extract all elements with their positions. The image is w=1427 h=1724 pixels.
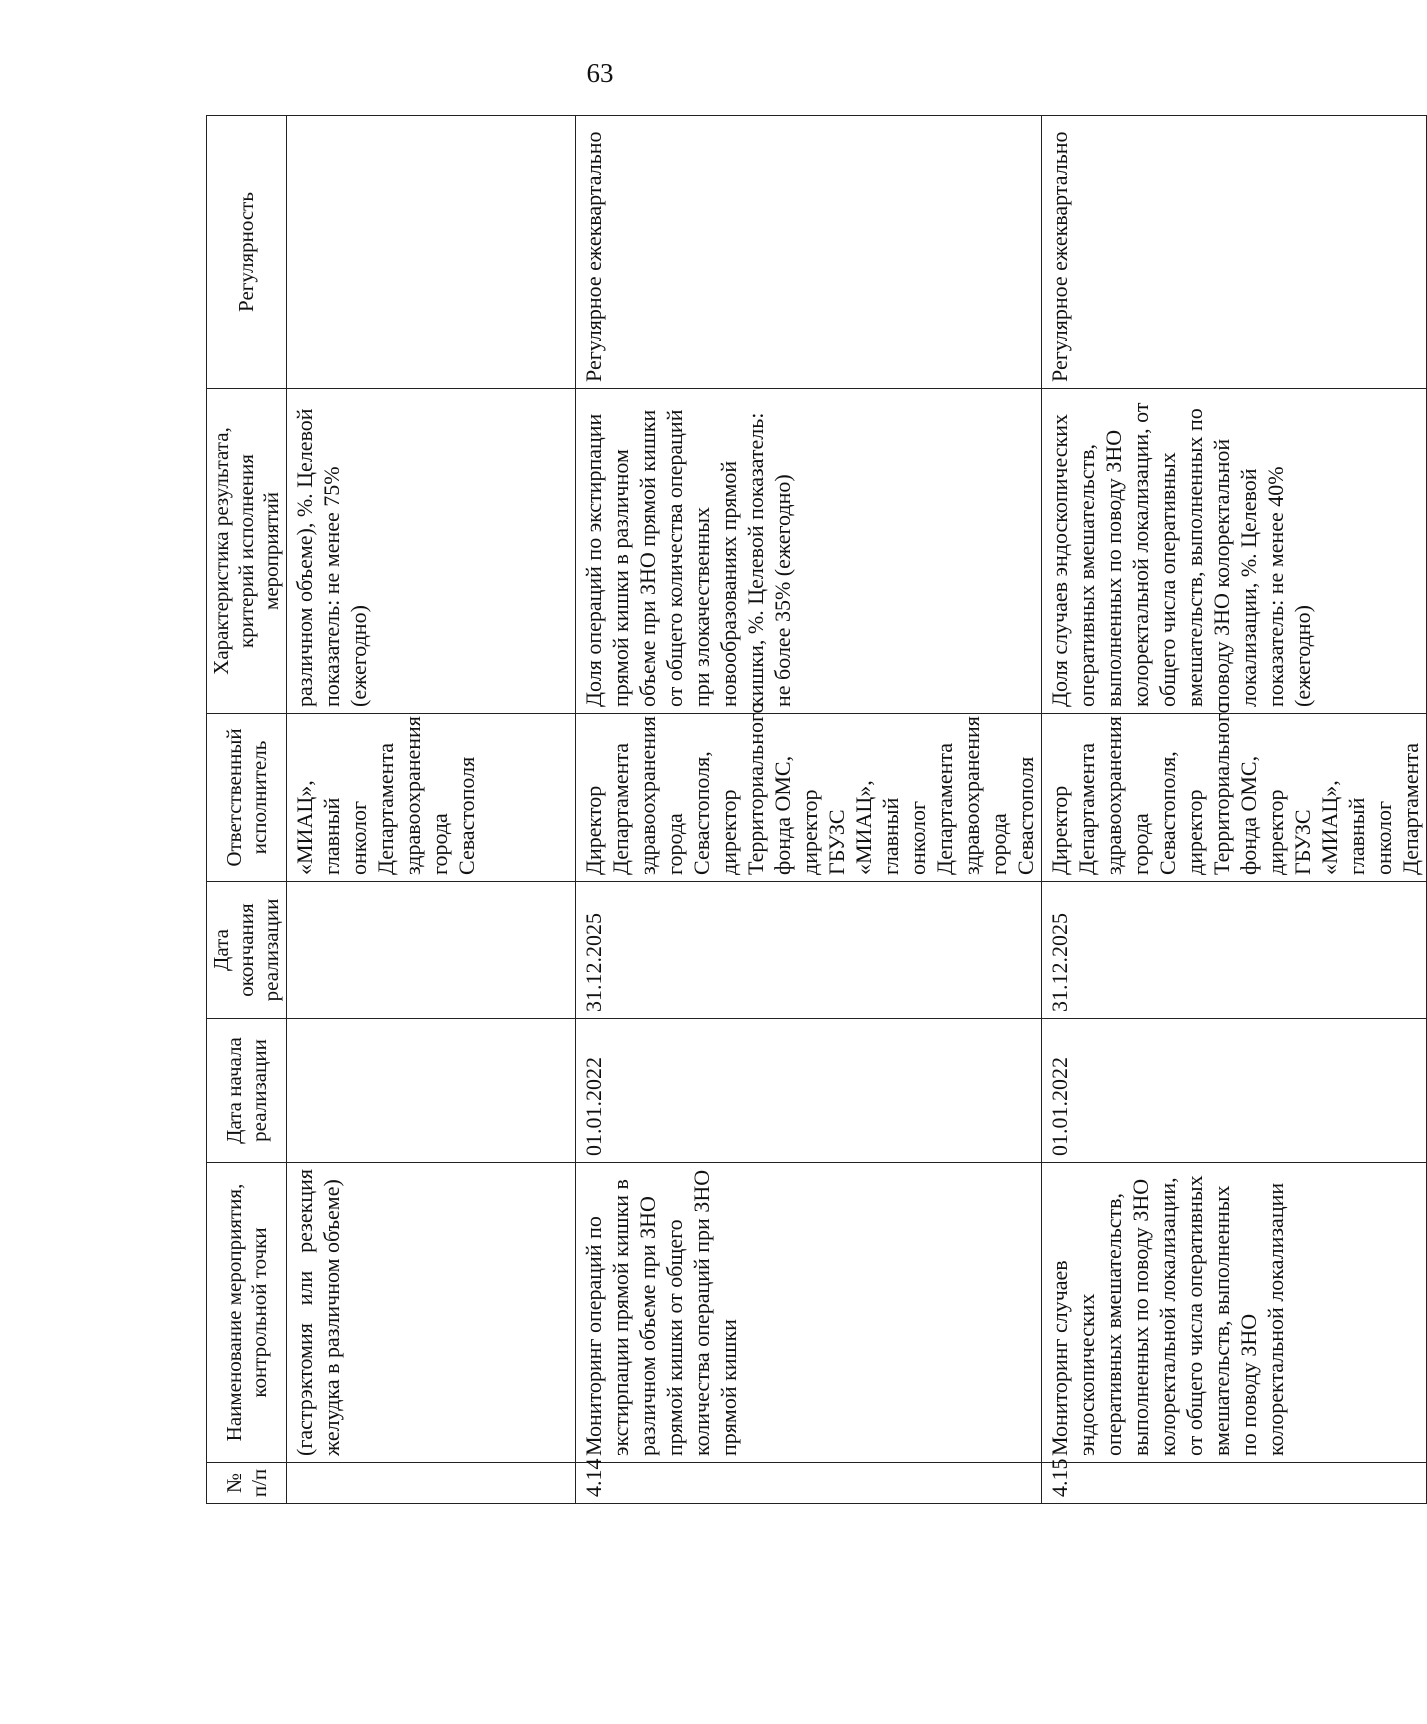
cell-start: 01.01.2022 [576,1019,1042,1163]
cell-start [287,1019,576,1163]
table-row [287,116,576,1504]
header-start: Дата начала реализации [207,1019,287,1163]
cell-num: 4.14 [576,1463,1042,1504]
header-executor: Ответственный исполнитель [207,714,287,882]
page-number: 63 [586,58,614,88]
cell-name: Мониторинг случаев эндоскопических оперативных вмешательств, выполненных по поводу ЗНО колоректальной локализации, от общего числа оперативных вмешательств, выполненных по поводу ЗНО колоректальной локализации [1042,1163,1427,1463]
cell-end [287,882,576,1019]
cell-start: 01.01.2022 [1042,1019,1427,1163]
cell-regularity [287,116,576,389]
cell-num: 4.15 [1042,1463,1427,1504]
cell-regularity: Регулярное ежеквартально [576,116,1042,389]
cell-executor: Директор Департамента здравоохранения города Севастополя, директор Территориального фонда ОМС, директор ГБУЗС «МИАЦ», главный онколог Департамента здравоохранения города Севастополя [576,714,1042,882]
cell-name: Мониторинг операций по экстирпации прямой кишки в различном объеме при ЗНО прямой кишки от общего количества операций при ЗНО прямой кишки [576,1163,1042,1463]
cell-executor: Директор Департамента здравоохранения города Севастополя, директор Территориального фонда ОМС, директор ГБУЗС «МИАЦ», главный онколог Департамента [1042,714,1427,882]
header-name: Наименование мероприятия, контрольной точки [207,1163,287,1463]
rotated-table-container [206,116,1423,1504]
cell-regularity: Регулярное ежеквартально [1042,116,1427,389]
cell-executor: «МИАЦ», главный онколог Департамента здравоохранения города Севастополя [287,714,576,882]
cell-result: различном объеме), %. Целевой показатель: не менее 75% (ежегодно) [287,389,576,714]
header-end: Дата окончания реализации [207,882,287,1019]
cell-end: 31.12.2025 [1042,882,1427,1019]
header-num: № п/п [207,1463,287,1504]
header-regularity: Регулярность [207,116,287,389]
cell-result: Доля операций по экстирпации прямой кишки в различном объеме при ЗНО прямой кишки от общего количества операций при злокачественных новообразованиях прямой кишки, %. Целевой показатель: не более 35% (ежегодно) [576,389,1042,714]
table-row [1042,116,1427,1504]
cell-num [287,1463,576,1504]
cell-end: 31.12.2025 [576,882,1042,1019]
table-row [576,116,1042,1504]
header-result: Характеристика результата, критерий исполнения мероприятий [207,389,287,714]
table-header-row [207,116,287,1504]
events-table [206,115,1427,1504]
cell-name: (гастрэктомия или резекция желудка в различном объеме) [287,1163,576,1463]
cell-result: Доля случаев эндоскопических оперативных вмешательств, выполненных по поводу ЗНО колоректальной локализации, от общего числа оперативных вмешательств, выполненных по поводу ЗНО колоректальной локализации, %. Целевой показатель: не менее 40% (ежегодно) [1042,389,1427,714]
